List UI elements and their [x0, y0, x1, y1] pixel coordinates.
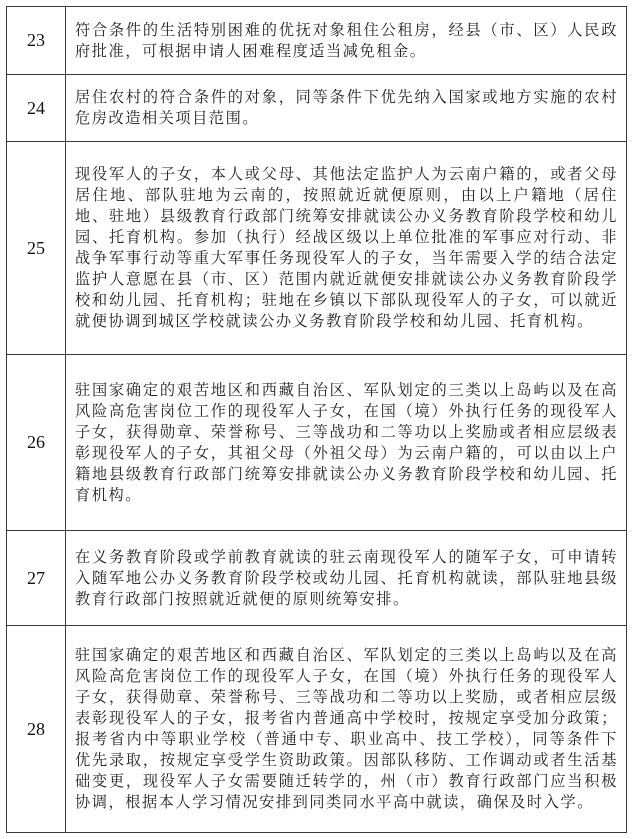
row-text-cell [66, 7, 626, 74]
row-number: 27 [7, 531, 66, 625]
table-row [7, 74, 626, 141]
row-text-cell [66, 531, 626, 625]
row-text: 现役军人的子女，本人或父母、其他法定监护人为云南户籍的，或者父母居住地、部队驻地为云南的，按照就近就便原则，由以上户籍地（居住地、驻地）县级教育行政部门统筹安排就读公办义务教育阶段学校和幼儿园、托育机构。参加（执行）经战区级以上单位批准的军事应对行动、非战争军事行动等重大军事任务现役军人的子女，当年需要入学的结合法定监护人意愿在县（市、区）范围内就近就便安排就读公办义务教育阶段学校和幼儿园、托育机构；驻地在乡镇以下部队现役军人的子女，可以就近就便协调到城区学校就读公办义务教育阶段学校和幼儿园、托育机构。 [75, 165, 618, 330]
row-text-cell [66, 626, 626, 832]
table-row [7, 354, 626, 530]
table-row [7, 625, 626, 832]
row-text-cell [66, 355, 626, 530]
row-number: 28 [7, 626, 66, 832]
row-number: 26 [7, 355, 66, 530]
row-number: 25 [7, 142, 66, 354]
row-number: 23 [7, 7, 66, 74]
row-text-cell [66, 75, 626, 141]
row-text: 居住农村的符合条件的对象，同等条件下优先纳入国家或地方实施的农村危房改造相关项目范围。 [75, 88, 618, 127]
row-text: 符合条件的生活特别困难的优抚对象租住公租房，经县（市、区）人民政府批准，可根据申请人困难程度适当减免租金。 [75, 20, 618, 60]
table-row [7, 141, 626, 354]
table-row [7, 530, 626, 625]
row-text: 驻国家确定的艰苦地区和西藏自治区、军队划定的三类以上岛屿以及在高风险高危害岗位工作的现役军人子女，在国（境）外执行任务的现役军人子女，获得勋章、荣誉称号、三等战功和二等功以上奖励，或者相应层级表彰现役军人的子女，报考省内普通高中学校时，按规定享受加分政策；报考省内中等职业学校（普通中专、职业高中、技工学校），同等条件下优先录取，按规定享受学生资助政策。因部队移防、工作调动或者生活基础变更，现役军人子女需要随迁转学的，州（市）教育行政部门应当积极协调，根据本人学习情况安排到同类同水平高中就读，确保及时入学。 [75, 646, 618, 811]
row-text: 驻国家确定的艰苦地区和西藏自治区、军队划定的三类以上岛屿以及在高风险高危害岗位工作的现役军人子女，在国（境）外执行任务的现役军人子女，获得勋章、荣誉称号、三等战功和二等功以上奖励或者相应层级表彰现役军人的子女，其祖父母（外祖父母）为云南户籍的，可以由以上户籍地县级教育行政部门统筹安排就读公办义务教育阶段学校和幼儿园、托育机构。 [75, 380, 618, 504]
row-text-cell [66, 142, 626, 354]
table-row [7, 7, 626, 74]
row-text: 在义务教育阶段或学前教育就读的驻云南现役军人的随军子女，可申请转入随军地公办义务教育阶段学校或幼儿园、托育机构就读，部队驻地县级教育行政部门按照就近就便的原则统筹安排。 [75, 547, 618, 608]
policy-table [6, 6, 627, 833]
row-number: 24 [7, 75, 66, 141]
